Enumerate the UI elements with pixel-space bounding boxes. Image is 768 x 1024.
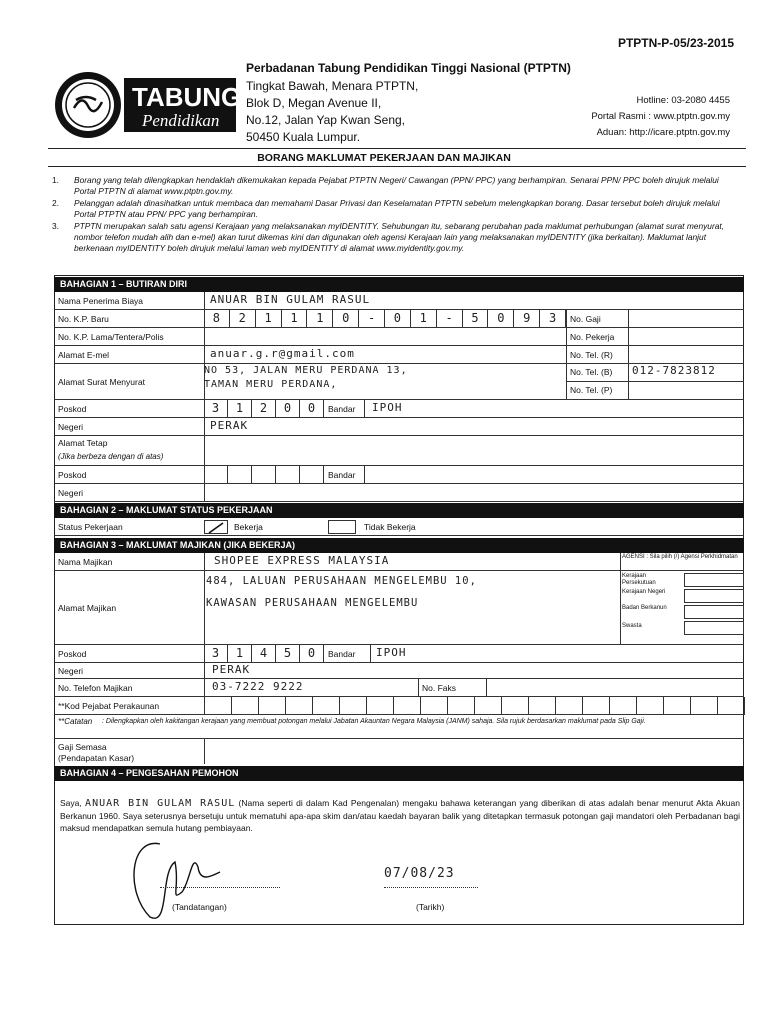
digit-cell: 1	[256, 310, 282, 328]
digit-cell	[637, 697, 664, 715]
logo-sub-text: Pendidikan	[142, 111, 220, 130]
kod-pejabat-field[interactable]	[204, 697, 744, 715]
row-nama	[54, 292, 744, 310]
digit-cell	[394, 697, 421, 715]
bandar-field[interactable]: IPOH	[372, 401, 403, 414]
digit-cell: -	[359, 310, 385, 328]
ptptn-logo	[54, 70, 240, 140]
form-title: BORANG MAKLUMAT PEKERJAAN DAN MAJIKAN	[257, 152, 511, 164]
tel-b-field[interactable]: 012-7823812	[632, 364, 716, 377]
catatan-text: : Dilengkapkan oleh kakitangan kerajaan yang membuat potongan melalui Jabatan Akauntan Negara Malaysia (JANM) sahaja. Sila rujuk berdasarkan maklumat pada Slip Gaji.	[102, 718, 646, 725]
status-label: Status Pekerjaan	[58, 522, 123, 532]
digit-cell: 0	[488, 310, 514, 328]
digit-cell: 2	[252, 400, 276, 418]
kod-pejabat-label: **Kod Pejabat Perakaunan	[58, 701, 160, 711]
negeri-2-label: Negeri	[58, 488, 84, 498]
declaration-text: (Nama seperti di dalam Kad Pengenalan) mengaku bahawa keterangan yang diberikan di atas adalah benar menurut Akta Akuan Berkanun 1960. Saya seterusnya bersetuju untuk mematuhi apa-apa skim dan/atau kaedah bayaran balik yang ditetapkan termasuk potongan gaji mandatori oleh Perbadanan bagi maksud mendapatkan semula hutang pembiayaan.	[60, 798, 740, 833]
digit-cell: 3	[204, 645, 228, 663]
signature-line	[160, 887, 280, 888]
digit-cell: 1	[411, 310, 437, 328]
alamat-majikan-line-1[interactable]: 484, LALUAN PERUSAHAAN MENGELEMBU 10,	[206, 575, 477, 587]
agensi-option-label: Kerajaan Negeri	[622, 589, 666, 595]
pekerja-label: No. Pekerja	[570, 332, 615, 342]
tel-r-label: No. Tel. (R)	[570, 350, 613, 360]
bandar-majikan-field[interactable]: IPOH	[376, 646, 407, 659]
row-poskod-2	[54, 466, 744, 484]
row-poskod-majikan	[54, 645, 744, 663]
digit-cell	[259, 697, 286, 715]
alamat-majikan-line-2[interactable]: KAWASAN PERUSAHAAN MENGELEMBU	[206, 597, 419, 609]
digit-cell: 0	[276, 400, 300, 418]
kp-baru-field[interactable]	[204, 310, 566, 328]
address-line-4: 50450 Kuala Lumpur.	[246, 130, 361, 144]
logo-main-text: TABUNG	[132, 82, 240, 112]
row-status	[54, 518, 744, 536]
row-kp-lama	[54, 328, 744, 346]
bekerja-label: Bekerja	[234, 522, 263, 532]
agensi-option-label: Kerajaan Persekutuan	[622, 573, 656, 586]
digit-cell	[556, 697, 583, 715]
digit-cell: 0	[300, 400, 324, 418]
agensi-berkanun-box[interactable]	[684, 605, 744, 619]
saya-name-field[interactable]: ANUAR BIN GULAM RASUL	[85, 798, 236, 809]
alamat-majikan-label: Alamat Majikan	[58, 603, 117, 613]
digit-cell: 4	[252, 645, 276, 663]
digit-cell	[252, 466, 276, 484]
bandar-2-label: Bandar	[328, 470, 356, 480]
digit-cell: 0	[385, 310, 411, 328]
agensi-option-label: Swasta	[622, 623, 642, 629]
digit-cell	[718, 697, 745, 715]
digit-cell	[228, 466, 252, 484]
tidak-bekerja-checkbox[interactable]	[328, 520, 356, 534]
aduan-link[interactable]: Aduan: http://icare.ptptn.gov.my	[596, 127, 730, 138]
gaji-label: No. Gaji	[570, 314, 601, 324]
poskod-2-label: Poskod	[58, 470, 87, 480]
row-tel-majikan	[54, 679, 744, 697]
section-2-header: BAHAGIAN 2 – MAKLUMAT STATUS PEKERJAAN	[54, 503, 744, 518]
bandar-majikan-label: Bandar	[328, 649, 356, 659]
digit-cell	[610, 697, 637, 715]
alamat-line-2[interactable]: TAMAN MERU PERDANA,	[204, 379, 338, 390]
digit-cell: 2	[230, 310, 256, 328]
agensi-panel	[620, 553, 744, 645]
digit-cell: 1	[282, 310, 308, 328]
digit-cell: 8	[204, 310, 230, 328]
row-alamat-tetap	[54, 436, 744, 466]
note-item: 3. PTPTN merupakan salah satu agensi Kerajaan yang melaksanakan myIDENTITY. Sehubungan itu, sebarang perubahan pada maklumat perhubungan (alamat surat menyurat, nombor telefon mudah alih dan e-mel) akan turut dikemas kini dan digunakan oleh agensi Kerajaan lain yang melaksanakan myIDENTITY (jika berkaitan). Maklumat lanjut berkenaan myIDENTITY boleh dirujuk melalui laman web myIDENTITY di alamat www.myidentity.gov.my.	[52, 221, 725, 253]
digit-cell	[448, 697, 475, 715]
divider	[48, 148, 746, 149]
row-negeri-majikan	[54, 663, 744, 679]
negeri-field[interactable]: PERAK	[210, 419, 249, 432]
declaration	[60, 797, 740, 834]
digit-cell: 1	[307, 310, 333, 328]
digit-cell: 1	[228, 645, 252, 663]
digit-cell: 3	[204, 400, 228, 418]
agensi-swasta-box[interactable]	[684, 621, 744, 635]
bandar-label: Bandar	[328, 404, 356, 414]
alamat-line-1[interactable]: NO 53, JALAN MERU PERDANA 13,	[204, 365, 408, 376]
digit-cell: 1	[228, 400, 252, 418]
digit-cell	[502, 697, 529, 715]
digit-cell	[276, 466, 300, 484]
email-label: Alamat E-mel	[58, 350, 110, 360]
row-alamat	[54, 364, 744, 400]
poskod-2-field[interactable]	[204, 466, 324, 484]
nama-majikan-field[interactable]: SHOPEE EXPRESS MALAYSIA	[214, 554, 390, 567]
logo-graphic	[54, 70, 240, 140]
nama-field[interactable]: ANUAR BIN GULAM RASUL	[210, 293, 371, 306]
row-kod-pejabat	[54, 697, 744, 715]
digit-cell: 9	[514, 310, 540, 328]
agensi-persekutuan-box[interactable]	[684, 573, 744, 587]
org-address	[246, 60, 571, 146]
tandatangan-label: (Tandatangan)	[172, 902, 227, 912]
date-line	[384, 887, 478, 888]
note-item: 1. Borang yang telah dilengkapkan hendaklah dikemukakan kepada Pejabat PTPTN Negeri/ Cawangan (PPN/ PPC) yang berhampiran. Senarai PPN/ PPC boleh dirujuk melalui Portal PTPTN di alamat www.ptptn.gov.my.	[52, 175, 719, 196]
digit-cell	[232, 697, 259, 715]
digit-cell	[583, 697, 610, 715]
nama-majikan-label: Nama Majikan	[58, 557, 113, 567]
instructions	[52, 175, 738, 255]
agensi-negeri-box[interactable]	[684, 589, 744, 603]
tel-b-label: No. Tel. (B)	[570, 367, 613, 377]
row-kp-baru	[54, 310, 744, 328]
tarikh-label: (Tarikh)	[416, 902, 445, 912]
section-1-header: BAHAGIAN 1 – BUTIRAN DIRI	[54, 277, 744, 292]
digit-cell	[313, 697, 340, 715]
poskod-majikan-field[interactable]	[204, 645, 324, 663]
tel-p-label: No. Tel. (P)	[570, 385, 613, 395]
bekerja-checkbox[interactable]	[204, 520, 228, 534]
digit-cell	[664, 697, 691, 715]
digit-cell: -	[437, 310, 463, 328]
faks-label: No. Faks	[422, 683, 457, 693]
negeri-majikan-label: Negeri	[58, 666, 84, 676]
address-line-3: No.12, Jalan Yap Kwan Seng,	[246, 113, 405, 127]
kp-lama-label: No. K.P. Lama/Tentera/Polis	[58, 332, 164, 342]
poskod-majikan-label: Poskod	[58, 649, 87, 659]
contact-info	[591, 93, 730, 141]
digit-cell	[691, 697, 718, 715]
gaji-semasa-label: Gaji Semasa (Pendapatan Kasar)	[58, 742, 135, 763]
row-negeri-2	[54, 484, 744, 502]
row-poskod	[54, 400, 744, 418]
digit-cell	[475, 697, 502, 715]
tel-majikan-field[interactable]: 03-7222 9222	[212, 680, 304, 693]
alamat-label: Alamat Surat Menyurat	[58, 377, 145, 387]
check-mark-icon	[205, 522, 227, 534]
digit-cell: 3	[540, 310, 566, 328]
email-field[interactable]: anuar.g.r@gmail.com	[210, 347, 355, 360]
digit-cell	[367, 697, 394, 715]
catatan-label: **Catatan	[58, 717, 93, 726]
digit-cell: 0	[300, 645, 324, 663]
tarikh-field[interactable]: 07/08/23	[384, 866, 455, 881]
org-name: Perbadanan Tabung Pendidikan Tinggi Nasional (PTPTN)	[246, 61, 571, 75]
agensi-option-label: Badan Berkanun	[622, 605, 667, 611]
digit-cell: 5	[463, 310, 489, 328]
row-catatan	[54, 715, 744, 739]
digit-cell	[340, 697, 367, 715]
tidak-bekerja-label: Tidak Bekerja	[364, 522, 416, 532]
note-item: 2. Pelanggan adalah dinasihatkan untuk membaca dan memahami Dasar Privasi dan Keselamatan PTPTN sebelum melengkapkan borang. Dasar tersebut boleh dirujuk melalui Portal PTPTN atau PPN/ PPC yang berhampiran.	[52, 198, 720, 219]
row-email	[54, 346, 744, 364]
saya-label: Saya,	[60, 798, 82, 808]
negeri-majikan-field[interactable]: PERAK	[212, 663, 251, 676]
digit-cell	[421, 697, 448, 715]
section-4-header: BAHAGIAN 4 – PENGESAHAN PEMOHON	[54, 766, 744, 781]
digit-cell	[529, 697, 556, 715]
portal-link[interactable]: Portal Rasmi : www.ptptn.gov.my	[591, 111, 730, 122]
digit-cell	[286, 697, 313, 715]
digit-cell	[300, 466, 324, 484]
divider	[48, 166, 746, 167]
section-3-header: BAHAGIAN 3 – MAKLUMAT MAJIKAN (JIKA BEKERJA)	[54, 538, 744, 553]
alamat-tetap-note: (Jika berbeza dengan di atas)	[58, 452, 164, 461]
kp-baru-label: No. K.P. Baru	[58, 314, 109, 324]
row-gaji	[54, 739, 744, 764]
row-negeri	[54, 418, 744, 436]
digit-cell: 5	[276, 645, 300, 663]
agensi-title: AGENSI : Sila pilih (/) Agensi Perkhidmatan	[622, 554, 738, 560]
form-code: PTPTN-P-05/23-2015	[617, 36, 734, 50]
poskod-label: Poskod	[58, 404, 87, 414]
digit-cell	[204, 466, 228, 484]
poskod-field[interactable]	[204, 400, 324, 418]
digit-cell	[205, 697, 232, 715]
address-line-1: Tingkat Bawah, Menara PTPTN,	[246, 79, 419, 93]
nama-label: Nama Penerima Biaya	[58, 296, 144, 306]
negeri-label: Negeri	[58, 422, 84, 432]
digit-cell: 0	[333, 310, 359, 328]
hotline: Hotline: 03-2080 4455	[636, 95, 730, 106]
tel-majikan-label: No. Telefon Majikan	[58, 683, 133, 693]
address-line-2: Blok D, Megan Avenue II,	[246, 96, 382, 110]
alamat-tetap-label: Alamat Tetap	[58, 438, 108, 448]
